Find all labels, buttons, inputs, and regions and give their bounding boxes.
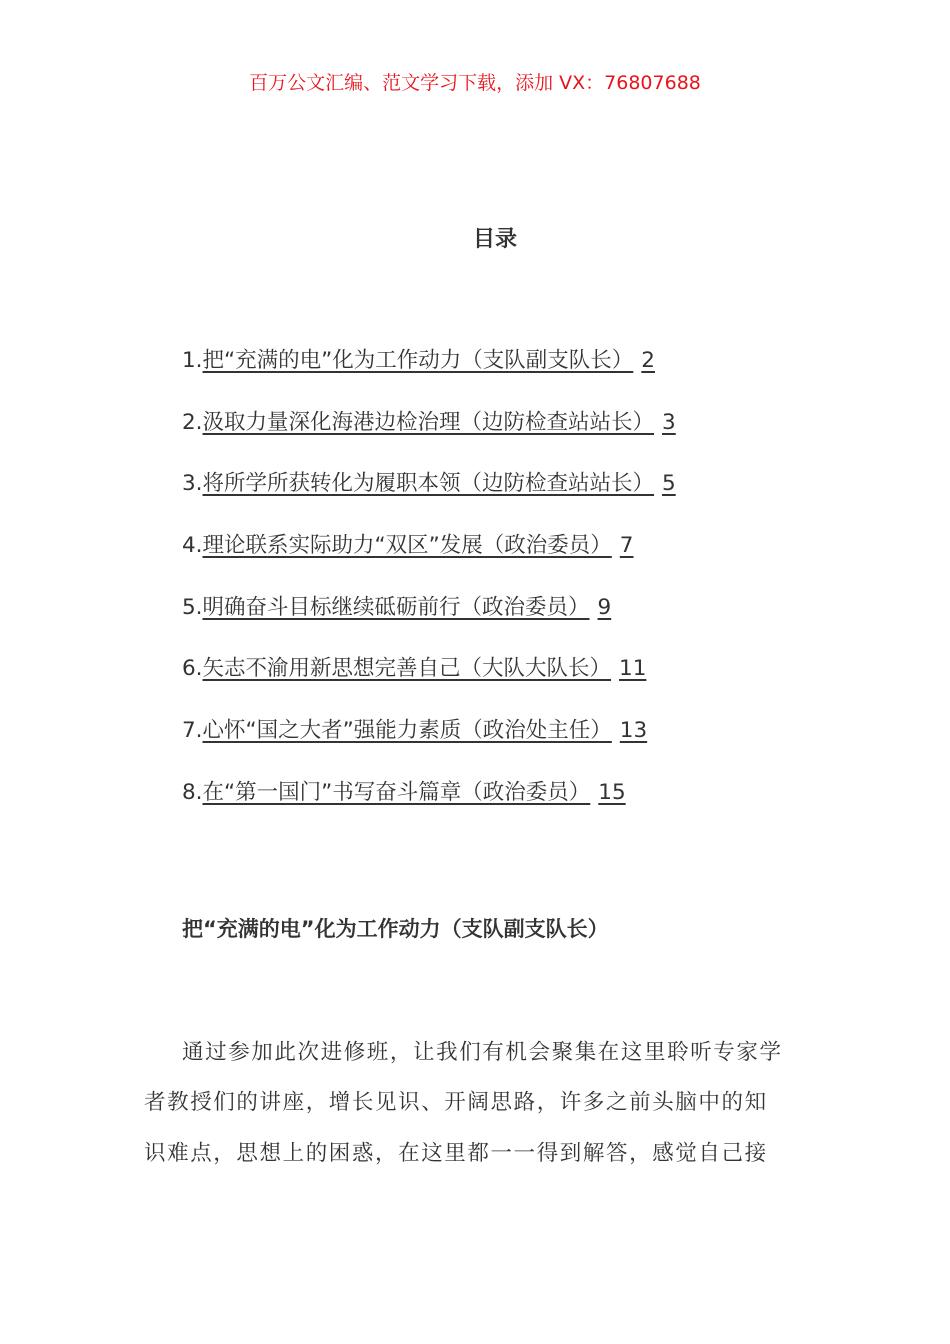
toc-item-page[interactable]: 5 <box>662 471 676 497</box>
toc-title: 目录 <box>472 227 517 252</box>
toc-item[interactable] <box>182 713 676 775</box>
toc-item[interactable] <box>182 405 676 467</box>
table-of-contents <box>182 343 676 837</box>
toc-item-link[interactable]: 明确奋斗目标继续砥砺前行（政治委员） <box>202 594 590 620</box>
toc-item-page[interactable]: 11 <box>619 656 647 682</box>
toc-item-link[interactable]: 矢志不渝用新思想完善自己（大队大队长） <box>202 656 612 682</box>
toc-item-number: 6. <box>182 656 203 682</box>
toc-item[interactable] <box>182 651 676 713</box>
toc-item-page[interactable]: 15 <box>598 779 626 805</box>
toc-item[interactable] <box>182 343 676 405</box>
toc-item-link[interactable]: 心怀“国之大者”强能力素质（政治处主任） <box>202 718 612 744</box>
toc-item-number: 8. <box>182 779 203 805</box>
toc-item-link[interactable]: 把“充满的电”化为工作动力（支队副支队长） <box>202 348 634 373</box>
toc-item-page[interactable]: 3 <box>662 409 676 435</box>
paragraph-line: 通过参加此次进修班，让我们有机会聚集在这里聆听专家学 <box>182 1040 783 1065</box>
paragraph-line: 识难点，思想上的困惑，在这里都一一得到解答，感觉自己接 <box>144 1140 768 1166</box>
toc-item-number: 4. <box>182 533 203 559</box>
toc-item-number: 3. <box>182 471 203 497</box>
toc-item[interactable] <box>182 590 676 652</box>
toc-item[interactable] <box>182 528 676 590</box>
toc-item-page[interactable]: 7 <box>619 533 634 559</box>
toc-item-link[interactable]: 理论联系实际助力“双区”发展（政治委员） <box>202 533 612 559</box>
toc-item-page[interactable]: 2 <box>641 348 655 373</box>
watermark-header: 百万公文汇编、范文学习下载，添加 VX：76807688 <box>249 72 701 94</box>
toc-item-link[interactable]: 在“第一国门”书写奋斗篇章（政治委员） <box>202 779 591 805</box>
toc-item-number: 2. <box>182 409 203 435</box>
toc-item[interactable] <box>182 775 676 837</box>
toc-item[interactable] <box>182 466 676 528</box>
body-paragraph <box>144 1035 814 1186</box>
section-heading: 把“充满的电”化为工作动力（支队副支队长） <box>182 917 609 941</box>
toc-item-link[interactable]: 将所学所获转化为履职本领（边防检查站站长） <box>202 471 655 497</box>
toc-item-number: 1. <box>182 348 203 373</box>
paragraph-line: 者教授们的讲座，增长见识、开阔思路，许多之前头脑中的知 <box>144 1090 768 1116</box>
toc-item-number: 7. <box>182 718 203 744</box>
toc-item-page[interactable]: 13 <box>619 718 648 744</box>
toc-item-number: 5. <box>182 594 203 620</box>
toc-item-page[interactable]: 9 <box>597 594 612 620</box>
toc-item-link[interactable]: 汲取力量深化海港边检治理（边防检查站站长） <box>202 409 655 435</box>
